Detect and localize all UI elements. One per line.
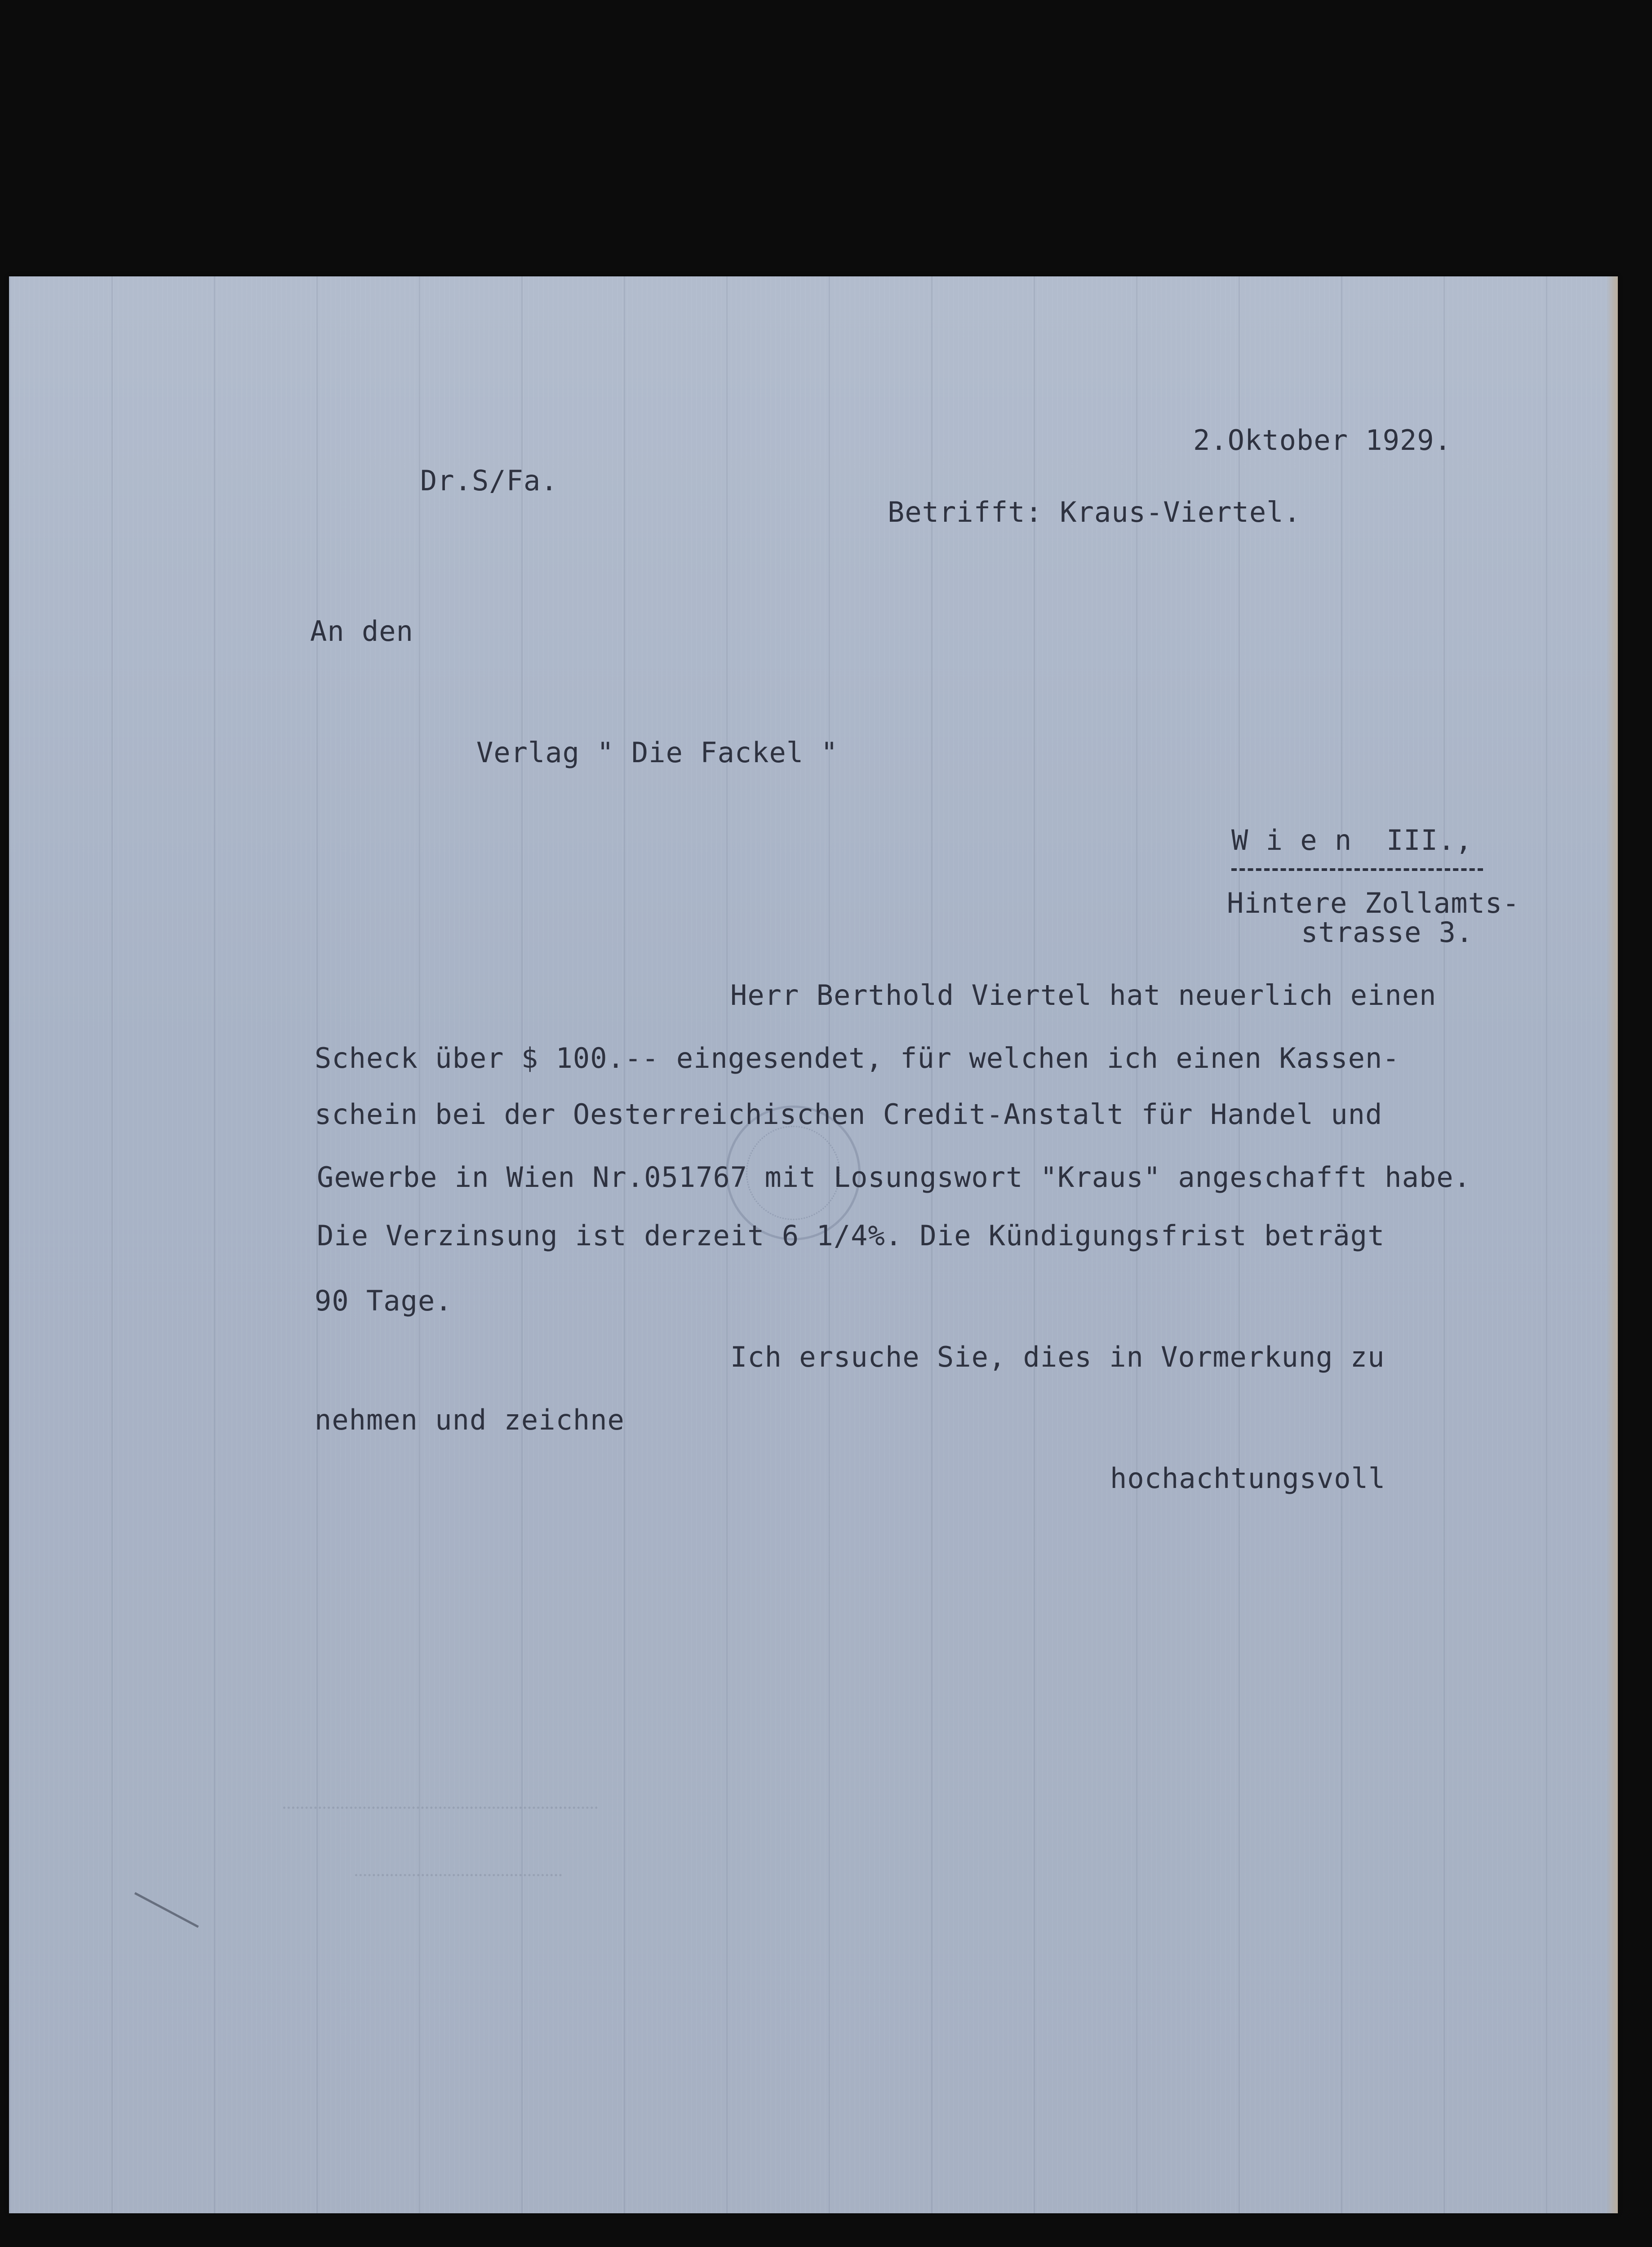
recipient-street-1: Hintere Zollamts- <box>1227 887 1520 919</box>
body-line-4: Gewerbe in Wien Nr.051767 mit Losungswort "Kraus" angeschafft habe. <box>317 1161 1471 1194</box>
letter-date: 2.Oktober 1929. <box>1193 424 1452 457</box>
faint-typing-trace-2 <box>355 1874 562 1876</box>
recipient-name: Verlag " Die Fackel " <box>476 736 838 769</box>
signoff: hochachtungsvoll <box>1110 1462 1386 1495</box>
letter-subject: Betrifft: Kraus-Viertel. <box>888 496 1301 528</box>
city-underline <box>1231 868 1483 871</box>
paper-edge <box>1606 276 1618 2213</box>
body-line-5: Die Verzinsung ist derzeit 6 1/4%. Die Kündigungsfrist beträgt <box>317 1219 1385 1252</box>
recipient-city: W i e n III., <box>1231 824 1473 857</box>
body-line-3: schein bei der Oesterreichischen Credit-Anstalt für Handel und <box>315 1098 1383 1131</box>
body-line-1: Herr Berthold Viertel hat neuerlich einen <box>730 979 1437 1012</box>
body-line-2: Scheck über $ 100.-- eingesendet, für welchen ich einen Kassen- <box>315 1042 1400 1075</box>
body-line-6: 90 Tage. <box>315 1284 453 1317</box>
closing-line-1: Ich ersuche Sie, dies in Vormerkung zu <box>730 1341 1385 1373</box>
salutation-to: An den <box>310 615 413 648</box>
recipient-street-2: strasse 3. <box>1301 916 1474 949</box>
letter-reference: Dr.S/Fa. <box>420 464 558 497</box>
closing-line-2: nehmen und zeichne <box>315 1403 625 1436</box>
faint-typing-trace-1 <box>283 1807 598 1809</box>
